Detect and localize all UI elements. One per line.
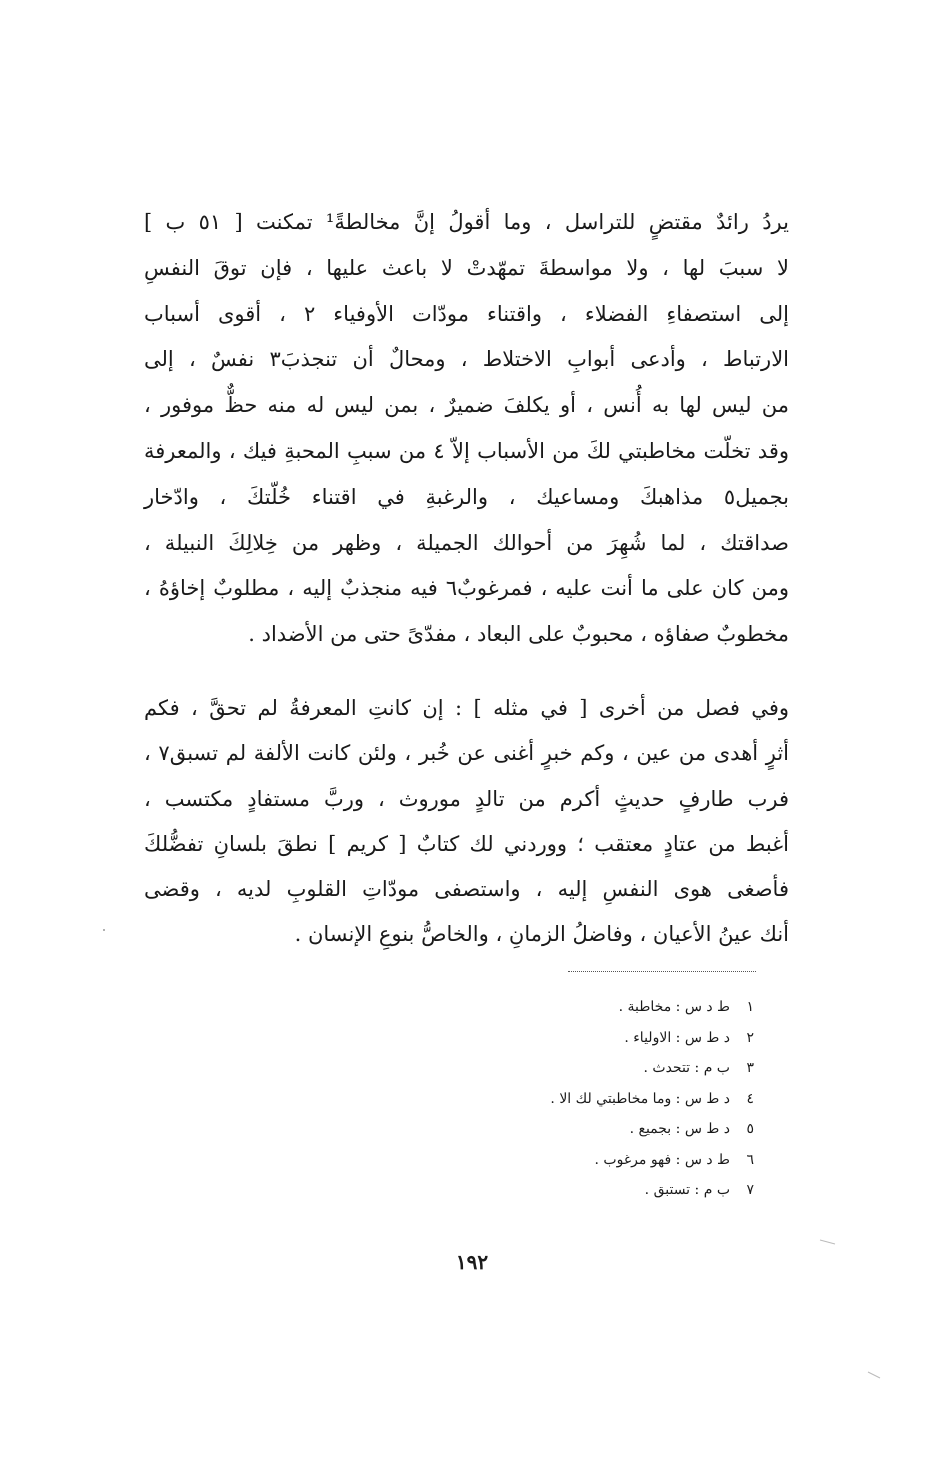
text-line: أغبط من عتادٍ معتقب ؛ ووردني لك كتابٌ [ كريم ] نطقَ بلسانِ تفضُّلكَ <box>144 831 789 856</box>
text-line: وفي فصل من أخرى [ في مثله ] : إن كانتِ المعرفةُ لم تحقَّ ، فكم <box>144 696 789 720</box>
footnote-text: ط د س : مخاطبة . <box>618 999 730 1015</box>
text-line: من ليس لها به أُنس ، أو يكلفَ ضميرٌ ، بمن ليس له منه حظٌّ موفور ، <box>144 393 789 418</box>
text-line: ومن كان على ما أنت عليه ، فمرغوبٌ٦ فيه منجذبٌ إليه ، مطلوبٌ إخاؤهُ ، <box>144 576 789 601</box>
footnotes <box>354 992 754 1206</box>
footnote-number: ٥ <box>746 1121 754 1137</box>
footnote-number: ٧ <box>746 1182 754 1198</box>
footnote <box>354 1145 754 1176</box>
paragraph-2 <box>144 686 789 958</box>
text-line: إلى استصفاءِ الفضلاء ، واقتناء مودّات الأوفياء ٢ ، أقوى أسباب <box>144 301 789 326</box>
text-line: الارتباط ، وأدعى أبوابِ الاختلاط ، ومحالٌ أن تنجذبَ٣ نفسٌ ، إلى <box>144 347 789 372</box>
text-line: يردُ رائدٌ مقتضٍ للتراسل ، وما أقولُ إنَّ مخالطةً¹ تمكنت [ ٥١ ب ] <box>144 210 789 234</box>
text-line: فرب طارفٍ حديثٍ أكرم من تالدٍ موروث ، وربَّ مستفادٍ مكتسب ، <box>144 786 789 811</box>
footnote-text: ط د س : فهو مرغوب . <box>594 1151 730 1168</box>
footnote <box>354 992 754 1023</box>
footnote-number: ٦ <box>746 1151 754 1168</box>
text-line: بجميل٥ مذاهبكَ ومساعيك ، والرغبةِ في اقتناء خُلّتكَ ، وادّخار <box>144 484 789 509</box>
text-line: مخطوبٌ صفاؤه ، محبوبٌ على البعاد ، مفدّىً حتى من الأضداد . <box>248 622 789 647</box>
page-number: ١٩٢ <box>455 1250 489 1274</box>
footnote-number: ٤ <box>746 1090 754 1107</box>
footnote-number: ٢ <box>746 1029 754 1046</box>
text-line: صداقتك ، لما شُهِرَ من أحوالك الجميلة ، وظهر من خِلالِكَ النبيلة ، <box>144 530 789 555</box>
footnote-text: ب م : تتحدث . <box>643 1060 730 1076</box>
footnote-text: د ط س : بجميع . <box>629 1121 730 1137</box>
text-line: وقد تخلّت مخاطبتي لكَ من الأسباب إلاّ ٤ من سببِ المحبةِ فيك ، والمعرفة <box>144 438 789 463</box>
text-line: أنك عينُ الأعيان ، وفاضلُ الزمانِ ، والخاصُّ بنوعِ الإنسان . <box>294 922 789 947</box>
text-line: لا سببَ لها ، ولا مواسطةَ تمهّدتْ لا باعث عليها ، فإن توقَ النفسِ <box>144 255 789 280</box>
text-line: فأصغى هوى النفسِ إليه ، واستصفى مودّاتِ القلوبِ لديه ، وقضى <box>144 877 789 902</box>
text-line: أثرٍ أهدى من عين ، وكم خبرٍ أغنى عن خُبر ، ولئن كانت الألفة لم تسبق٧ ، <box>144 741 790 766</box>
footnote <box>354 1084 754 1115</box>
footnote-text: د ط س : وما مخاطبتي لك الا . <box>550 1090 730 1107</box>
footnote <box>354 1023 754 1054</box>
footnote <box>354 1175 754 1206</box>
footnote-separator <box>568 971 756 972</box>
footnote-number: ١ <box>746 999 754 1015</box>
footnote-number: ٣ <box>746 1060 754 1076</box>
footnote <box>354 1053 754 1084</box>
paragraph-1 <box>144 200 789 658</box>
footnote-text: د ط س : الاولياء . <box>624 1029 730 1046</box>
footnote-text: ب م : تستبق . <box>644 1182 730 1198</box>
footnote <box>354 1114 754 1145</box>
